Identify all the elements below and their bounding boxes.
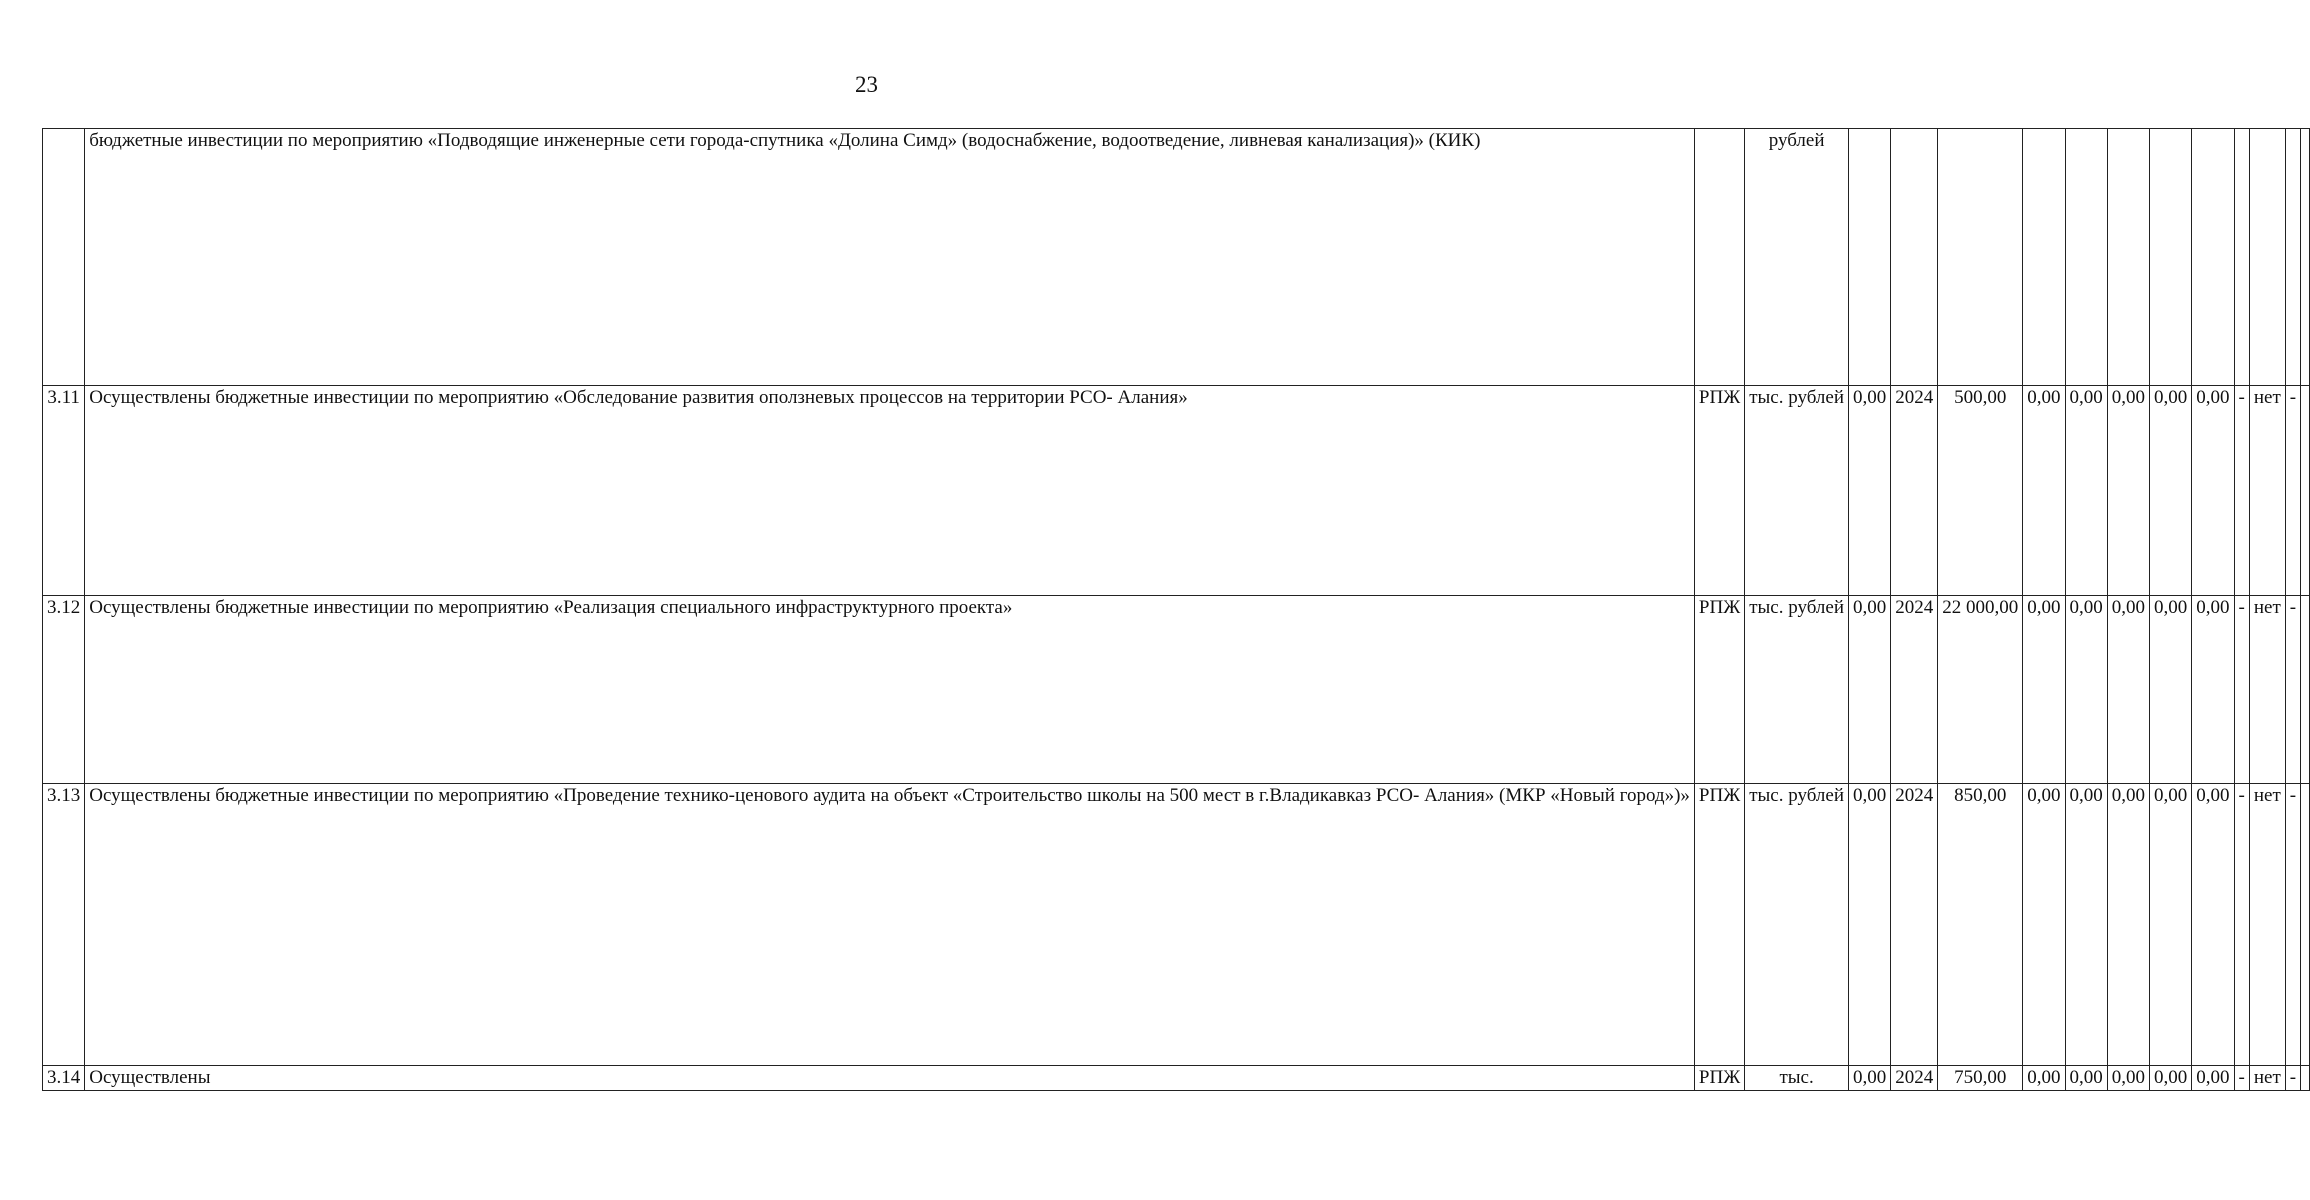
value-cell xyxy=(2065,129,2107,386)
measure-name-cell: бюджетные инвестиции по мероприятию «Подводящие инженерные сети города-спутника «Долина Симд» (водоснабжение, водоотведение, ливневая канализация)» (КИК) xyxy=(85,129,1695,386)
table-row xyxy=(43,129,2310,386)
row-number-cell: 3.13 xyxy=(43,784,85,1066)
dash-cell xyxy=(2234,129,2249,386)
plan-value-cell: 750,00 xyxy=(1938,1066,2023,1091)
dash-cell: - xyxy=(2285,784,2300,1066)
responsible-cell: РПЖ xyxy=(1694,596,1744,784)
measure-name-cell: Осуществлены xyxy=(85,1066,1695,1091)
value-cell: 0,00 xyxy=(2150,1066,2192,1091)
value-cell: 0,00 xyxy=(2065,386,2107,596)
base-value-cell xyxy=(1849,129,1891,386)
table-row xyxy=(43,784,2310,1066)
year-cell: 2024 xyxy=(1891,1066,1938,1091)
value-cell: 0,00 xyxy=(2065,1066,2107,1091)
unit-cell: тыс. рублей xyxy=(1745,596,1849,784)
dash-cell: - xyxy=(2234,596,2249,784)
measure-name-cell: Осуществлены бюджетные инвестиции по мероприятию «Реализация специального инфраструктурного проекта» xyxy=(85,596,1695,784)
empty-cell xyxy=(2301,596,2310,784)
year-cell: 2024 xyxy=(1891,784,1938,1066)
dash-cell: - xyxy=(2285,1066,2300,1091)
value-cell: 0,00 xyxy=(2023,596,2065,784)
flag-cell: нет xyxy=(2249,1066,2285,1091)
page-number: 23 xyxy=(855,72,878,97)
plan-value-cell: 500,00 xyxy=(1938,386,2023,596)
responsible-cell: РПЖ xyxy=(1694,386,1744,596)
flag-cell: нет xyxy=(2249,784,2285,1066)
value-cell: 0,00 xyxy=(2192,386,2234,596)
table-row xyxy=(43,386,2310,596)
empty-cell xyxy=(2301,784,2310,1066)
row-number-cell: 3.11 xyxy=(43,386,85,596)
row-number-cell: 3.12 xyxy=(43,596,85,784)
plan-value-cell: 850,00 xyxy=(1938,784,2023,1066)
value-cell: 0,00 xyxy=(2107,784,2149,1066)
value-cell: 0,00 xyxy=(2107,596,2149,784)
value-cell: 0,00 xyxy=(2023,386,2065,596)
dash-cell: - xyxy=(2234,1066,2249,1091)
empty-cell xyxy=(2301,386,2310,596)
base-value-cell: 0,00 xyxy=(1849,596,1891,784)
value-cell: 0,00 xyxy=(2150,386,2192,596)
value-cell: 0,00 xyxy=(2192,596,2234,784)
empty-cell xyxy=(2301,1066,2310,1091)
value-cell: 0,00 xyxy=(2023,1066,2065,1091)
row-number-cell: 3.14 xyxy=(43,1066,85,1091)
year-cell xyxy=(1891,129,1938,386)
flag-cell xyxy=(2249,129,2285,386)
table-row xyxy=(43,596,2310,784)
unit-cell: тыс. рублей xyxy=(1745,784,1849,1066)
value-cell: 0,00 xyxy=(2065,784,2107,1066)
value-cell: 0,00 xyxy=(2023,784,2065,1066)
responsible-cell xyxy=(1694,129,1744,386)
year-cell: 2024 xyxy=(1891,596,1938,784)
responsible-cell: РПЖ xyxy=(1694,1066,1744,1091)
value-cell: 0,00 xyxy=(2150,596,2192,784)
year-cell: 2024 xyxy=(1891,386,1938,596)
base-value-cell: 0,00 xyxy=(1849,1066,1891,1091)
dash-cell: - xyxy=(2234,784,2249,1066)
base-value-cell: 0,00 xyxy=(1849,386,1891,596)
value-cell xyxy=(2107,129,2149,386)
value-cell: 0,00 xyxy=(2150,784,2192,1066)
row-number-cell xyxy=(43,129,85,386)
base-value-cell: 0,00 xyxy=(1849,784,1891,1066)
unit-cell: тыс. xyxy=(1745,1066,1849,1091)
value-cell xyxy=(2150,129,2192,386)
flag-cell: нет xyxy=(2249,596,2285,784)
empty-cell xyxy=(2301,129,2310,386)
table-row xyxy=(43,1066,2310,1091)
dash-cell: - xyxy=(2285,596,2300,784)
unit-cell: рублей xyxy=(1745,129,1849,386)
value-cell: 0,00 xyxy=(2107,386,2149,596)
responsible-cell: РПЖ xyxy=(1694,784,1744,1066)
dash-cell xyxy=(2285,129,2300,386)
plan-value-cell xyxy=(1938,129,2023,386)
measure-name-cell: Осуществлены бюджетные инвестиции по мероприятию «Обследование развития оползневых процессов на территории РСО- Алания» xyxy=(85,386,1695,596)
dash-cell: - xyxy=(2234,386,2249,596)
value-cell: 0,00 xyxy=(2192,784,2234,1066)
value-cell: 0,00 xyxy=(2192,1066,2234,1091)
measures-table xyxy=(42,128,2310,1091)
unit-cell: тыс. рублей xyxy=(1745,386,1849,596)
value-cell: 0,00 xyxy=(2107,1066,2149,1091)
flag-cell: нет xyxy=(2249,386,2285,596)
value-cell: 0,00 xyxy=(2065,596,2107,784)
measure-name-cell: Осуществлены бюджетные инвестиции по мероприятию «Проведение технико-ценового аудита на объект «Строительство школы на 500 мест в г.Владикавказ РСО- Алания» (МКР «Новый город»)» xyxy=(85,784,1695,1066)
dash-cell: - xyxy=(2285,386,2300,596)
plan-value-cell: 22 000,00 xyxy=(1938,596,2023,784)
value-cell xyxy=(2023,129,2065,386)
value-cell xyxy=(2192,129,2234,386)
